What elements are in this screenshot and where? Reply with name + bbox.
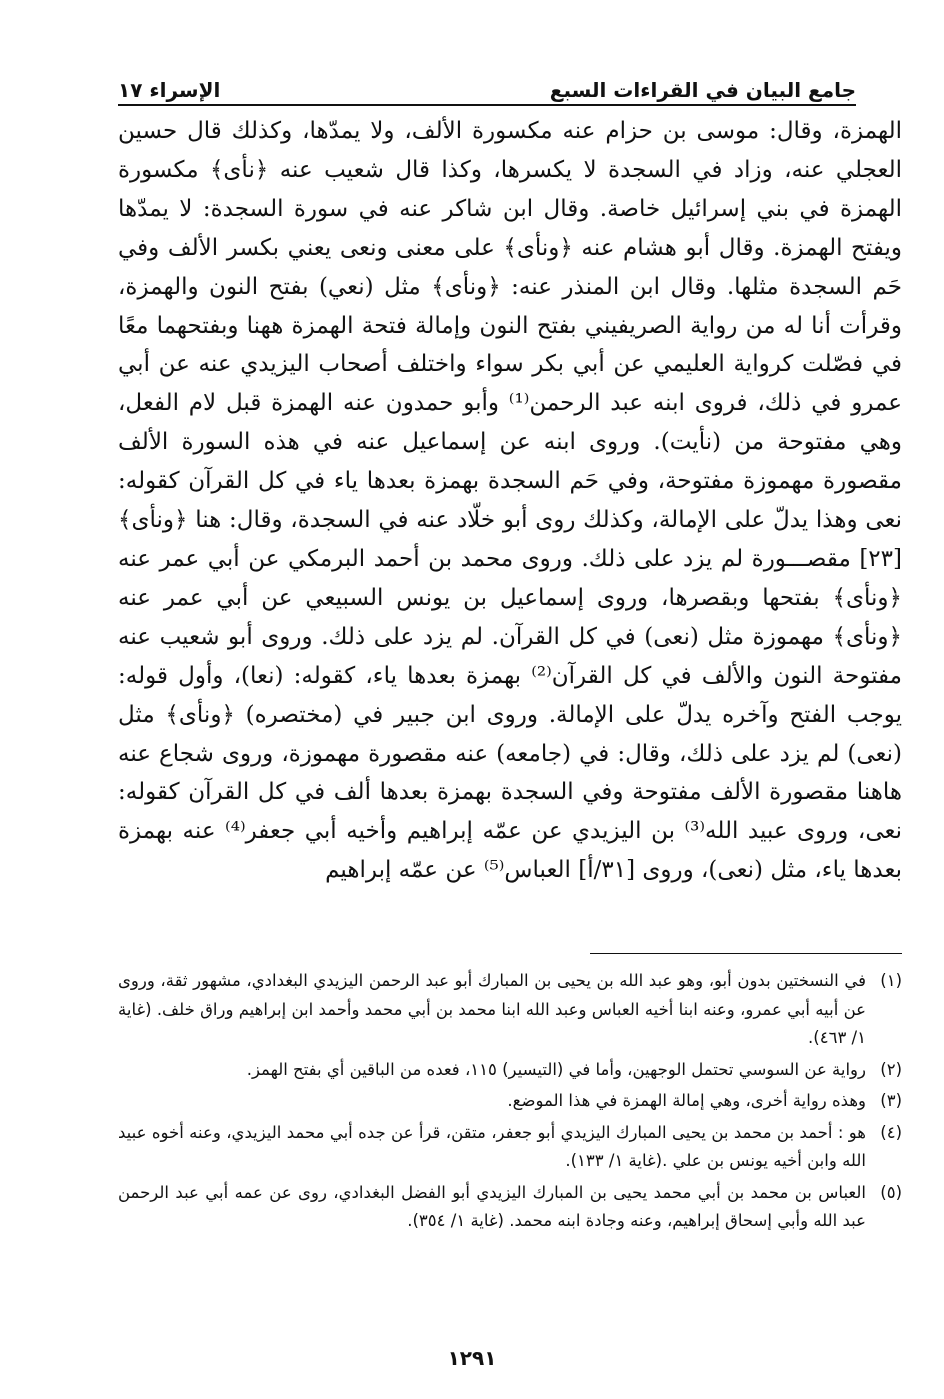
- footnotes: [118, 967, 902, 1239]
- footnote-number: (٥): [880, 1182, 902, 1202]
- footnote: [118, 1087, 902, 1116]
- footnote-text: رواية عن السوسي تحتمل الوجهين، وأما في (التيسير) ١١٥، فعده من الباقين أي بفتح الهمز.: [246, 1059, 866, 1079]
- running-header: [118, 60, 856, 106]
- main-text: [118, 112, 902, 890]
- footnote-separator: [590, 953, 902, 954]
- footnote-text: في النسختين بدون أبو، وهو عبد الله بن يحيى بن المبارك أبو عبد الرحمن اليزيدي البغدادي، مشهور ثقة، وروى عن أبيه أبي عمرو، وعنه ابنا أخيه العباس وعبد الله ابنا محمد بن أبي محمد وأحمد ابن إبراهيم وراق خلف. (غاية ١/ ٤٦٣).: [118, 971, 866, 1047]
- footnote-number: (١): [880, 971, 902, 990]
- footnote-text: العباس بن محمد بن أبي محمد يحيى بن المبارك اليزيدي أبو الفضل البغدادي، روى عن عمه أبي عبد الرحمن عبد الله وأبي إسحاق إبراهيم، وعنه وجادة ابنه محمد. (غاية ١/ ٣٥٤).: [118, 1182, 866, 1230]
- footnote-number: (٤): [880, 1122, 902, 1142]
- footnote-text: هو : أحمد بن محمد بن يحيى المبارك اليزيدي أبو جعفر، متقن، قرأ عن جده أبي محمد اليزيدي، وعنه أخوه عبيد الله وابن أخيه يونس بن علي .(غاية ١/ ١٣٣).: [118, 1122, 866, 1170]
- footnote: [118, 1119, 902, 1176]
- footnote-number: (٢): [880, 1059, 902, 1079]
- main-paragraph: الهمزة، وقال: موسى بن حزام عنه مكسورة الألف، ولا يمدّها، وكذلك قال حسين العجلي عنه، وزاد في السجدة لا يكسرها، وكذا قال شعيب عنه ﴿نأى﴾ مكسورة الهمزة في بني إسرائيل خاصة. وقال ابن شاكر عنه في سورة السجدة: لا يمدّها ويفتح الهمزة. وقال أبو هشام عنه ﴿ونأى﴾ على معنى ونعى يعني بكسر الألف وفي حَم السجدة مثلها. وقال ابن المنذر عنه: ﴿ونأى﴾ مثل (نعي) بفتح النون والهمزة، وقرأت أنا له من رواية الصريفيني بفتح النون وإمالة فتحة الهمزة ههنا وبفتحهما معًا في فصّلت كرواية العليمي عن أبي بكر سواء واختلف أصحاب اليزيدي عنه عن أبي عمرو في ذلك، فروى ابنه عبد الرحمن⁽¹⁾ وأبو حمدون عنه الهمزة قبل لام الفعل، وهي مفتوحة من (نأيت). وروى ابنه عن إسماعيل عنه في هذه السورة الألف مقصورة مهموزة مفتوحة، وفي حَم السجدة بهمزة بعدها ياء في كل القرآن كقوله: نعى وهذا يدلّ على الإمالة، وكذلك روى أبو خلّاد عنه في السجدة، وقال: هنا ﴿ونأى﴾ [٢٣] مقصـــورة لم يزد على ذلك. وروى محمد بن أحمد البرمكي عن أبي عمر عنه ﴿ونأى﴾ بفتحها وبقصرها، وروى إسماعيل بن يونس السبيعي عن أبي عمر عنه ﴿ونأى﴾ مهموزة مثل (نعى) في كل القرآن. لم يزد على ذلك. وروى أبو شعيب عنه مفتوحة النون والألف في كل القرآن⁽²⁾ بهمزة بعدها ياء، كقوله: (نعا)، وأول قوله: يوجب الفتح وآخره يدلّ على الإمالة. وروى ابن جبير في (مختصره) ﴿ونأى﴾ مثل (نعى) لم يزد على ذلك، وقال: في (جامعه) عنه مقصورة مهموزة، وروى شجاع عنه هاهنا مقصورة الألف مفتوحة وفي السجدة بهمزة بعدها ألف في كل القرآن كقوله: نعى، وروى عبيد الله⁽³⁾ بن اليزيدي عن عمّه إبراهيم وأخيه أبي جعفر⁽⁴⁾ عنه بهمزة بعدها ياء، مثل (نعى)، وروى [٣١/أ] العباس⁽⁵⁾ عن عمّه إبراهيم: [118, 118, 903, 884]
- page-number: ١٢٩١: [447, 1346, 497, 1370]
- surah-label: الإسراء ١٧: [118, 78, 221, 102]
- footnote-text: وهذه رواية أخرى، وهي إمالة الهمزة في هذا الموضع.: [507, 1091, 866, 1110]
- footnote-number: (٣): [880, 1091, 902, 1110]
- footnote: [118, 967, 902, 1053]
- book-title: جامع البيان في القراءات السبع: [549, 78, 856, 102]
- footnote: [118, 1179, 902, 1236]
- footnote: [118, 1056, 902, 1085]
